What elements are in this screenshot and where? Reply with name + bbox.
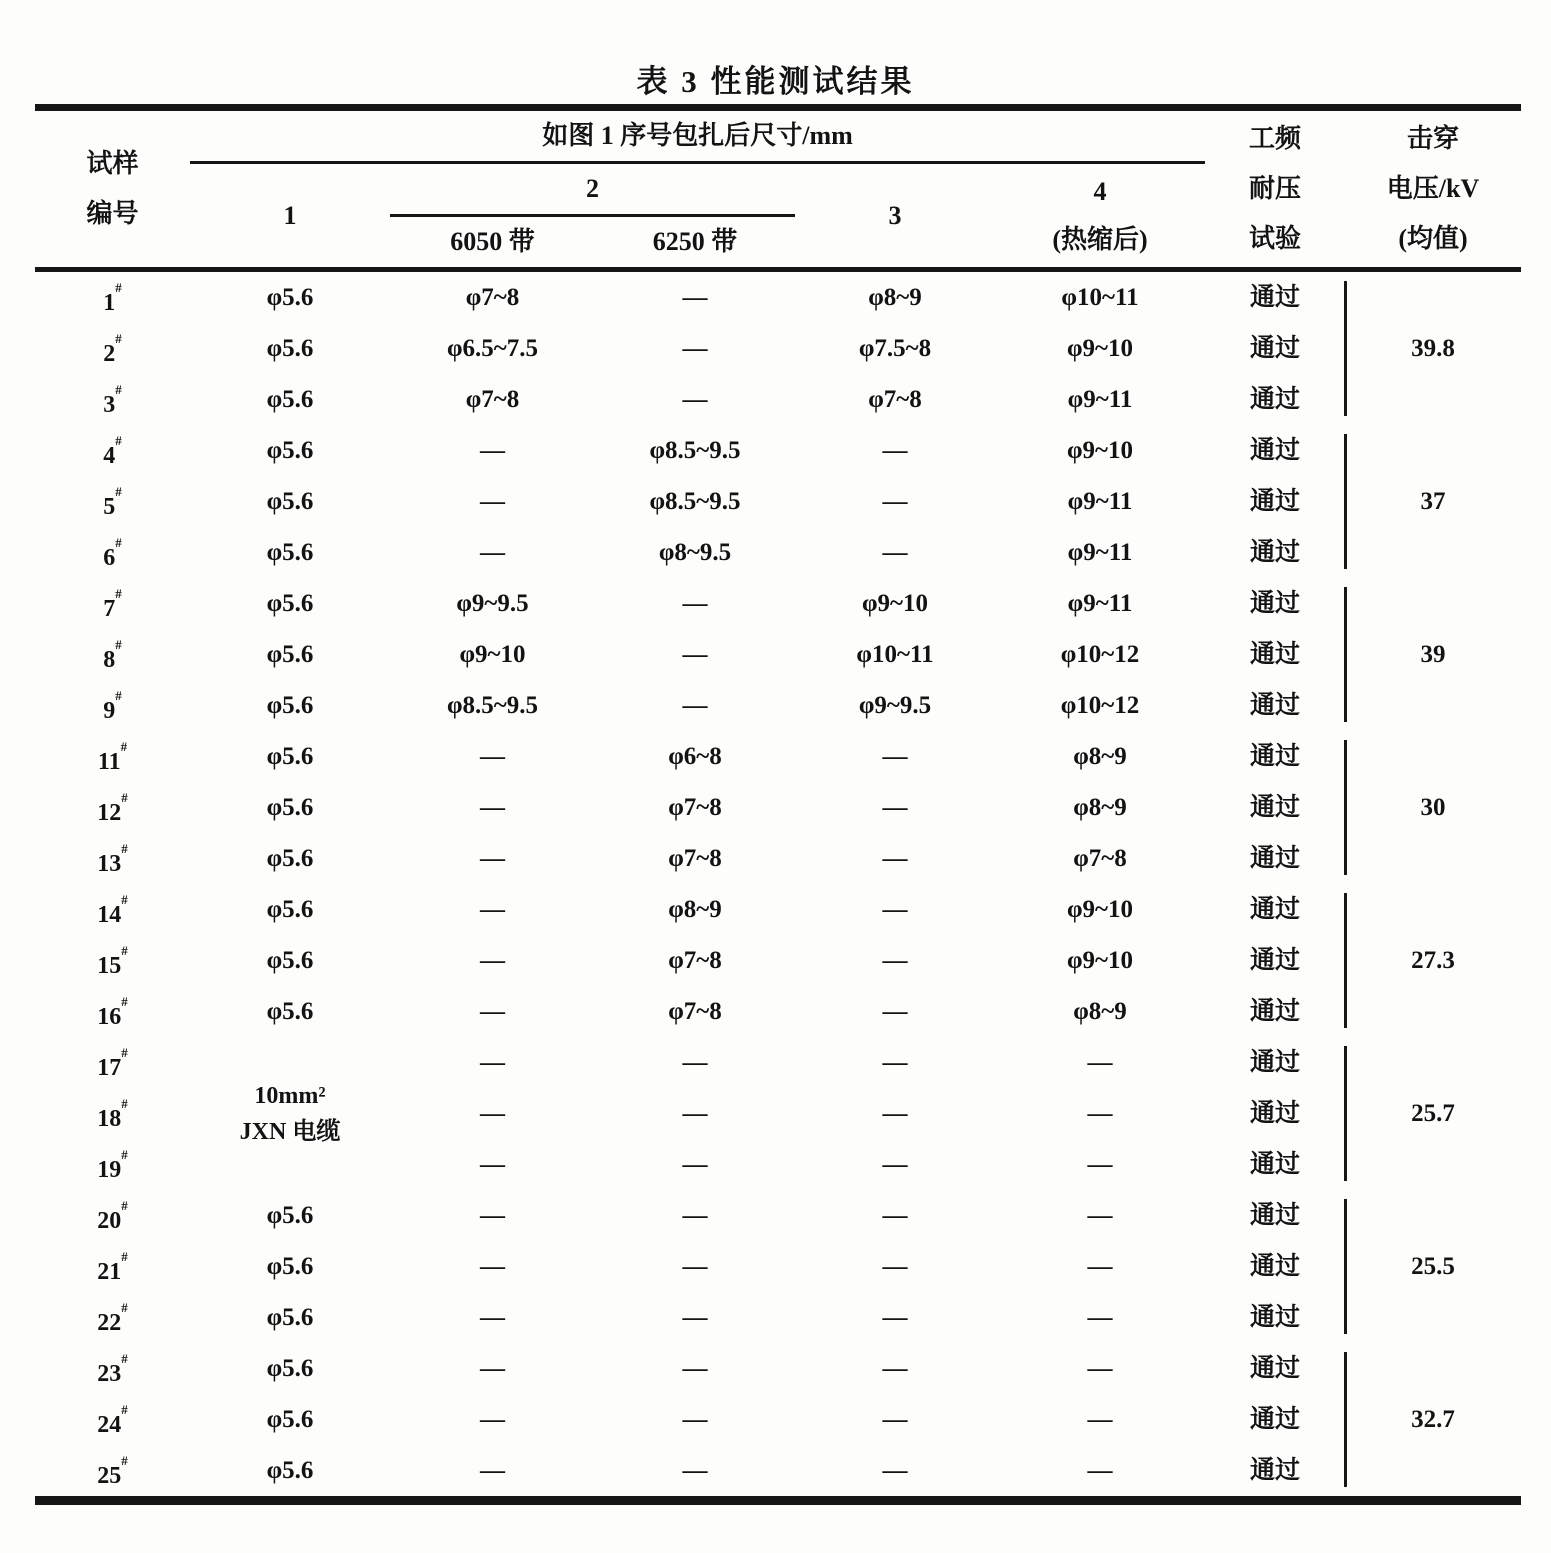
dim-4-cell: — <box>1087 1355 1113 1382</box>
sample-id-cell <box>35 1343 190 1394</box>
dim-2-6250-cell: φ8.5~9.5 <box>649 488 741 515</box>
dim-3-cell: φ9~10 <box>861 590 929 617</box>
dim-4-cell: — <box>1087 1151 1113 1178</box>
dim-2-6250-cell: — <box>682 1457 708 1484</box>
sample-id-mark: # <box>115 330 122 346</box>
dim-3-cell: — <box>882 896 908 923</box>
sample-id-mark: # <box>115 279 122 295</box>
header-col-6250-tape: 6250 带 <box>652 227 738 256</box>
test-result-cell: 通过 <box>1249 284 1300 311</box>
dim-1-cell: φ5.6 <box>266 947 314 974</box>
dim-3-cell: — <box>882 1049 908 1076</box>
group-separator-line <box>1344 587 1347 722</box>
dim-4-cell: φ7~8 <box>1073 845 1127 872</box>
results-table-wrapper <box>35 104 1521 1505</box>
test-result-cell: 通过 <box>1249 539 1300 566</box>
breakdown-voltage-value: 27.3 <box>1411 947 1455 974</box>
breakdown-voltage-cell <box>1345 884 1521 1037</box>
dim-4-cell: φ10~12 <box>1060 692 1140 719</box>
sample-id-mark: # <box>121 993 128 1009</box>
dim-3-cell: φ10~11 <box>856 641 934 668</box>
test-result-cell: 通过 <box>1249 386 1300 413</box>
sample-id-mark: # <box>121 1452 128 1468</box>
dim-1-cell: φ5.6 <box>266 896 314 923</box>
dim-2-6050-cell: — <box>480 896 505 923</box>
table-row <box>35 782 1521 833</box>
sample-id-cell <box>35 935 190 986</box>
header-breakdown-line3: (均值) <box>1398 224 1468 253</box>
dim-3-cell: — <box>882 539 908 566</box>
dim-2-6250-cell: — <box>682 1355 708 1382</box>
test-result-cell: 通过 <box>1249 641 1300 668</box>
cable-spec-cell <box>190 1037 390 1190</box>
sample-number: 19 <box>97 1156 122 1183</box>
dim-1-cell: φ5.6 <box>266 1202 314 1229</box>
sample-id-cell <box>35 578 190 629</box>
dim-2-6050-cell: φ9~10 <box>459 641 526 668</box>
dim-4-cell: φ10~12 <box>1060 641 1140 668</box>
dim-2-6250-cell: φ7~8 <box>668 845 722 872</box>
sample-number: 12 <box>97 799 122 826</box>
test-result-cell: 通过 <box>1249 1457 1300 1484</box>
breakdown-voltage-value: 30 <box>1420 794 1446 821</box>
dim-2-6050-cell: — <box>480 1202 505 1229</box>
header-col-4-line2: (热缩后) <box>1052 224 1148 254</box>
dim-2-6250-cell: — <box>682 641 708 668</box>
dim-4-cell: φ9~11 <box>1067 386 1133 413</box>
sample-number: 18 <box>97 1105 122 1132</box>
sample-id-cell <box>35 731 190 782</box>
dim-1-cell: φ5.6 <box>266 1406 314 1433</box>
sample-id-mark: # <box>121 942 128 958</box>
dim-3-cell: — <box>882 845 908 872</box>
group-separator-line <box>1344 281 1347 416</box>
dim-1-cell: φ5.6 <box>266 692 314 719</box>
dim-3-cell: — <box>882 1406 908 1433</box>
sample-id-mark: # <box>115 687 122 703</box>
header-col-6050-tape: 6050 带 <box>450 227 535 256</box>
test-result-cell: 通过 <box>1249 794 1300 821</box>
dim-3-cell: — <box>882 1304 908 1331</box>
dim-3-cell: — <box>882 998 908 1025</box>
test-result-cell: 通过 <box>1249 1202 1300 1229</box>
group-separator-line <box>1344 1352 1347 1487</box>
sample-id-cell <box>35 1241 190 1292</box>
dim-3-cell: — <box>882 1457 908 1484</box>
table-row <box>35 1037 1521 1088</box>
dim-4-cell: — <box>1087 1304 1113 1331</box>
sample-id-cell <box>35 1292 190 1343</box>
dim-4-cell: φ9~10 <box>1066 896 1134 923</box>
table-row <box>35 629 1521 680</box>
dim-2-6250-cell: — <box>682 692 708 719</box>
sample-id-cell <box>35 476 190 527</box>
dim-1-cell: φ5.6 <box>266 743 314 770</box>
header-breakdown-line2: 电压/kV <box>1386 174 1480 203</box>
header-col-3: 3 <box>888 200 902 230</box>
header-freq-line2: 耐压 <box>1248 174 1301 203</box>
test-result-cell: 通过 <box>1249 335 1300 362</box>
dim-4-cell: φ9~11 <box>1067 488 1133 515</box>
sample-id-cell <box>35 782 190 833</box>
dim-4-cell: φ8~9 <box>1073 794 1127 821</box>
dim-4-cell: φ9~10 <box>1066 437 1134 464</box>
dim-2-6250-cell: — <box>682 1100 708 1127</box>
table-row <box>35 270 1521 324</box>
dim-3-cell: — <box>882 437 908 464</box>
test-result-cell: 通过 <box>1249 1049 1300 1076</box>
sample-number: 23 <box>97 1360 122 1387</box>
test-result-cell: 通过 <box>1249 743 1300 770</box>
sample-number: 5 <box>103 493 116 520</box>
table-row <box>35 986 1521 1037</box>
dim-2-6050-cell: φ9~9.5 <box>456 590 529 617</box>
dim-2-6050-cell: φ6.5~7.5 <box>446 335 539 362</box>
sample-id-mark: # <box>121 1044 128 1060</box>
test-result-cell: 通过 <box>1249 1355 1300 1382</box>
breakdown-voltage-cell <box>1345 731 1521 884</box>
dim-4-cell: — <box>1087 1457 1113 1484</box>
dim-2-6050-cell: — <box>480 1457 505 1484</box>
dim-1-cell: φ5.6 <box>266 1457 314 1484</box>
dim-2-6250-cell: φ7~8 <box>668 998 722 1025</box>
dim-4-cell: φ9~10 <box>1066 947 1134 974</box>
dim-2-6050-cell: — <box>480 1406 505 1433</box>
test-result-cell: 通过 <box>1249 1253 1300 1280</box>
dim-4-cell: φ9~11 <box>1067 539 1133 566</box>
dim-4-cell: φ8~9 <box>1073 998 1127 1025</box>
breakdown-voltage-cell <box>1345 425 1521 578</box>
dim-2-6050-cell: φ7~8 <box>465 284 520 311</box>
dim-3-cell: — <box>882 947 908 974</box>
dim-1-cell: φ5.6 <box>266 641 314 668</box>
header-breakdown-line1: 击穿 <box>1406 124 1459 153</box>
sample-id-mark: # <box>120 738 128 754</box>
dim-2-6250-cell: — <box>682 1253 708 1280</box>
sample-number: 9 <box>103 697 116 724</box>
sample-id-cell <box>35 374 190 425</box>
sample-id-cell <box>35 680 190 731</box>
breakdown-voltage-value: 25.7 <box>1411 1100 1455 1127</box>
sample-number: 25 <box>97 1462 122 1489</box>
sample-id-mark: # <box>121 1350 128 1366</box>
dim-2-6250-cell: φ7~8 <box>668 794 722 821</box>
sample-number: 24 <box>97 1411 122 1438</box>
header-col-2: 2 <box>390 163 795 216</box>
header-freq-line3: 试验 <box>1248 224 1301 253</box>
dim-2-6250-cell: — <box>682 335 708 362</box>
table-row <box>35 935 1521 986</box>
sample-id-cell <box>35 1139 190 1190</box>
dim-3-cell: — <box>882 1355 908 1382</box>
table-row <box>35 1241 1521 1292</box>
dim-2-6250-cell: — <box>682 1151 708 1178</box>
test-result-cell: 通过 <box>1249 488 1300 515</box>
header-sample-no-line1: 试样 <box>86 149 139 178</box>
group-separator-line <box>1344 740 1347 875</box>
sample-id-cell <box>35 1445 190 1501</box>
dim-1-cell: φ5.6 <box>266 335 314 362</box>
table-row <box>35 1343 1521 1394</box>
dim-3-cell: φ7.5~8 <box>858 335 932 362</box>
breakdown-voltage-cell <box>1345 1190 1521 1343</box>
dim-3-cell: — <box>882 488 908 515</box>
table-row <box>35 884 1521 935</box>
dim-2-6250-cell: — <box>682 1202 708 1229</box>
table-row <box>35 374 1521 425</box>
dim-3-cell: φ8~9 <box>868 284 922 311</box>
dim-1-cell: φ5.6 <box>266 386 314 413</box>
dim-2-6050-cell: — <box>480 947 505 974</box>
sample-id-mark: # <box>115 636 122 652</box>
sample-number: 16 <box>97 1003 122 1030</box>
dim-3-cell: — <box>882 1253 908 1280</box>
sample-number: 14 <box>97 901 122 928</box>
test-result-cell: 通过 <box>1249 1304 1300 1331</box>
breakdown-voltage-cell <box>1345 578 1521 731</box>
test-result-cell: 通过 <box>1249 845 1300 872</box>
group-separator-line <box>1344 1046 1347 1181</box>
header-dims-group: 如图 1 序号包扎后尺寸/mm <box>190 108 1205 163</box>
group-separator-line <box>1344 1199 1347 1334</box>
test-result-cell: 通过 <box>1249 590 1300 617</box>
table-row <box>35 833 1521 884</box>
dim-1-cell: φ5.6 <box>266 998 314 1025</box>
sample-id-cell <box>35 629 190 680</box>
test-result-cell: 通过 <box>1249 1151 1300 1178</box>
sample-id-mark: # <box>121 1401 128 1417</box>
sample-id-mark: # <box>115 483 122 499</box>
dim-2-6050-cell: — <box>480 794 505 821</box>
dim-2-6250-cell: — <box>682 284 708 311</box>
dim-2-6250-cell: — <box>682 1049 708 1076</box>
test-result-cell: 通过 <box>1249 1406 1300 1433</box>
dim-4-cell: φ8~9 <box>1073 743 1127 770</box>
dim-1-cell: φ5.6 <box>266 590 314 617</box>
dim-2-6250-cell: — <box>682 590 708 617</box>
test-result-cell: 通过 <box>1249 1100 1300 1127</box>
sample-number: 1 <box>103 289 116 316</box>
dim-2-6050-cell: — <box>480 845 505 872</box>
table-row <box>35 731 1521 782</box>
dim-3-cell: — <box>882 1151 908 1178</box>
dim-2-6050-cell: — <box>480 1151 505 1178</box>
sample-number: 13 <box>97 850 122 877</box>
dim-2-6250-cell: φ7~8 <box>668 947 722 974</box>
sample-id-cell <box>35 833 190 884</box>
dim-2-6050-cell: — <box>480 488 505 515</box>
sample-id-cell <box>35 1037 190 1088</box>
test-result-cell: 通过 <box>1249 692 1300 719</box>
dim-3-cell: — <box>882 1100 908 1127</box>
dim-2-6050-cell: φ7~8 <box>465 386 520 413</box>
dim-2-6050-cell: — <box>480 1355 505 1382</box>
sample-id-cell <box>35 323 190 374</box>
table-row <box>35 323 1521 374</box>
sample-number: 4 <box>103 442 116 469</box>
sample-id-mark: # <box>121 789 128 805</box>
sample-number: 11 <box>97 748 121 775</box>
breakdown-voltage-value: 39 <box>1420 641 1446 668</box>
dim-2-6050-cell: — <box>480 437 505 464</box>
sample-number: 3 <box>103 391 116 418</box>
dim-4-cell: φ9~10 <box>1066 335 1134 362</box>
dim-1-cell: φ5.6 <box>266 437 314 464</box>
test-result-cell: 通过 <box>1249 437 1300 464</box>
sample-number: 15 <box>97 952 122 979</box>
dim-2-6250-cell: — <box>682 1304 708 1331</box>
cable-spec-line: 10mm² <box>254 1082 326 1109</box>
sample-number: 2 <box>103 340 116 367</box>
dim-2-6250-cell: — <box>682 386 708 413</box>
table-row <box>35 476 1521 527</box>
sample-number: 6 <box>103 544 116 571</box>
breakdown-voltage-value: 39.8 <box>1411 335 1455 362</box>
table-row <box>35 1445 1521 1501</box>
header-freq-line1: 工频 <box>1248 124 1301 153</box>
test-result-cell: 通过 <box>1249 998 1300 1025</box>
dim-1-cell: φ5.6 <box>266 539 314 566</box>
dim-4-cell: — <box>1087 1049 1113 1076</box>
dim-2-6050-cell: — <box>480 1100 505 1127</box>
sample-id-mark: # <box>115 585 122 601</box>
dim-2-6050-cell: — <box>480 1304 505 1331</box>
dim-3-cell: — <box>882 743 908 770</box>
breakdown-voltage-value: 25.5 <box>1411 1253 1455 1280</box>
sample-id-cell <box>35 986 190 1037</box>
cable-spec-line: JXN 电缆 <box>239 1118 341 1145</box>
results-table <box>35 104 1521 1505</box>
sample-number: 17 <box>97 1054 122 1081</box>
sample-number: 22 <box>97 1309 122 1336</box>
sample-id-mark: # <box>121 840 128 856</box>
header-sample-no <box>35 108 190 270</box>
sample-id-mark: # <box>121 891 128 907</box>
sample-id-mark: # <box>121 1197 128 1213</box>
sample-id-cell <box>35 1190 190 1241</box>
table-body <box>35 270 1521 1501</box>
dim-1-cell: φ5.6 <box>266 794 314 821</box>
dim-2-6050-cell: — <box>480 743 505 770</box>
breakdown-voltage-value: 37 <box>1420 488 1446 515</box>
sample-number: 21 <box>97 1258 122 1285</box>
sample-id-cell <box>35 425 190 476</box>
dim-2-6050-cell: φ8.5~9.5 <box>446 692 539 719</box>
sample-id-cell <box>35 270 190 324</box>
dim-1-cell: φ5.6 <box>266 1304 314 1331</box>
sample-id-mark: # <box>115 381 122 397</box>
dim-2-6250-cell: φ6~8 <box>668 743 722 770</box>
table-row <box>35 1190 1521 1241</box>
header-col-4-line1: 4 <box>1093 176 1107 206</box>
dim-3-cell: φ7~8 <box>868 386 922 413</box>
dim-1-cell: φ5.6 <box>266 1253 314 1280</box>
table-row <box>35 680 1521 731</box>
dim-1-cell: φ5.6 <box>266 488 314 515</box>
dim-3-cell: — <box>882 1202 908 1229</box>
sample-id-mark: # <box>115 534 122 550</box>
dim-2-6050-cell: — <box>480 1049 505 1076</box>
dim-4-cell: — <box>1087 1202 1113 1229</box>
table-title: 表 3 性能测试结果 <box>636 64 915 99</box>
header-col-4 <box>995 163 1205 270</box>
sample-id-cell <box>35 1088 190 1139</box>
sample-number: 20 <box>97 1207 122 1234</box>
table-header <box>35 108 1521 270</box>
dim-4-cell: φ9~11 <box>1067 590 1133 617</box>
table-row <box>35 1292 1521 1343</box>
breakdown-voltage-value: 32.7 <box>1411 1406 1455 1433</box>
dim-3-cell: φ9~9.5 <box>858 692 932 719</box>
sample-id-mark: # <box>121 1095 128 1111</box>
sample-number: 7 <box>103 595 116 622</box>
header-sample-no-line2: 编号 <box>86 199 139 228</box>
dim-2-6050-cell: — <box>480 1253 505 1280</box>
dim-4-cell: — <box>1087 1100 1113 1127</box>
sample-id-cell <box>35 1394 190 1445</box>
header-col-1: 1 <box>283 200 297 230</box>
dim-2-6250-cell: φ8.5~9.5 <box>649 437 741 464</box>
header-breakdown-voltage <box>1345 108 1521 270</box>
table-row <box>35 578 1521 629</box>
dim-1-cell: φ5.6 <box>266 284 314 311</box>
breakdown-voltage-cell <box>1345 1037 1521 1190</box>
dim-2-6250-cell: φ8~9 <box>668 896 722 923</box>
sample-id-cell <box>35 884 190 935</box>
sample-id-cell <box>35 527 190 578</box>
breakdown-voltage-cell <box>1345 1343 1521 1501</box>
dim-2-6050-cell: — <box>480 998 505 1025</box>
dim-2-6250-cell: φ8~9.5 <box>658 539 732 566</box>
sample-id-mark: # <box>121 1299 128 1315</box>
header-freq-test <box>1205 108 1345 270</box>
dim-3-cell: — <box>882 794 908 821</box>
dim-1-cell: φ5.6 <box>266 1355 314 1382</box>
sample-id-mark: # <box>121 1146 128 1162</box>
test-result-cell: 通过 <box>1249 896 1300 923</box>
sample-id-mark: # <box>121 1248 128 1264</box>
dim-1-cell: φ5.6 <box>266 845 314 872</box>
dim-2-6250-cell: — <box>682 1406 708 1433</box>
dim-2-6050-cell: — <box>480 539 505 566</box>
breakdown-voltage-cell <box>1345 270 1521 426</box>
dim-4-cell: — <box>1087 1253 1113 1280</box>
sample-id-mark: # <box>115 432 122 448</box>
table-row <box>35 527 1521 578</box>
table-row <box>35 425 1521 476</box>
dim-4-cell: φ10~11 <box>1061 284 1139 311</box>
dim-4-cell: — <box>1087 1406 1113 1433</box>
test-result-cell: 通过 <box>1249 947 1300 974</box>
sample-number: 8 <box>103 646 116 673</box>
group-separator-line <box>1344 893 1347 1028</box>
table-row <box>35 1394 1521 1445</box>
group-separator-line <box>1344 434 1347 569</box>
